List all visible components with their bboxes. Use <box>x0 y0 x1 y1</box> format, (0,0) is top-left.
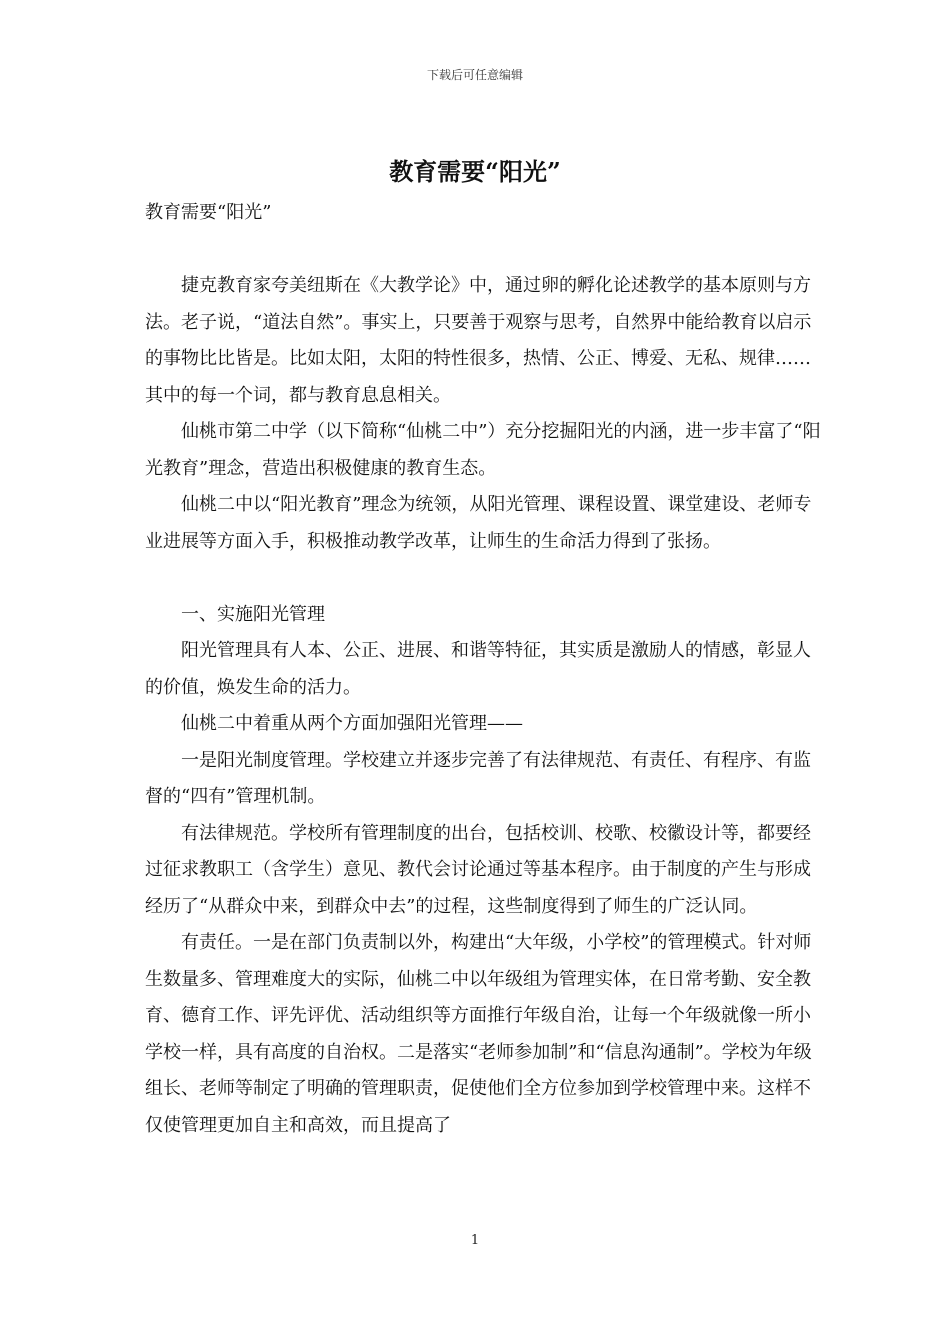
body-paragraph: 仙桃二中着重从两个方面加强阳光管理—— <box>181 713 523 734</box>
body-paragraph: 一是阳光制度管理。学校建立并逐步完善了有法律规范、有责任、有程序、有监督的“四有”管理机制。 <box>145 749 811 807</box>
document-title: 教育需要“阳光” <box>389 157 561 186</box>
body-paragraph: 仙桃市第二中学（以下简称“仙桃二中”）充分挖掘阳光的内涵，进一步丰富了“阳光教育”理念，营造出积极健康的教育生态。 <box>145 421 821 479</box>
document-body <box>145 195 825 1144</box>
page-number: 1 <box>470 1233 480 1248</box>
body-paragraph: 阳光管理具有人本、公正、进展、和谐等特征，其实质是激励人的情感，彰显人的价值，焕发生命的活力。 <box>145 640 811 698</box>
body-paragraph: 捷克教育家夸美纽斯在《大教学论》中，通过卵的孵化论述教学的基本原则与方法。老子说，“道法自然”。事实上，只要善于观察与思考，自然界中能给教育以启示的事物比比皆是。比如太阳，太阳的特性很多，热情、公正、博爱、无私、规律……其中的每一个词，都与教育息息相关。 <box>145 275 812 406</box>
body-paragraph: 有责任。一是在部门负责制以外，构建出“大年级，小学校”的管理模式。针对师生数量多、管理难度大的实际，仙桃二中以年级组为管理实体，在日常考勤、安全教育、德育工作、评先评优、活动组织等方面推行年级自治，让每一个年级就像一所小学校一样，具有高度的自治权。二是落实“老师参加制”和“信息沟通制”。学校为年级组长、老师等制定了明确的管理职责，促使他们全方位参加到学校管理中来。这样不仅使管理更加自主和高效，而且提高了 <box>145 932 812 1136</box>
blank-line <box>145 232 825 269</box>
body-paragraph: 仙桃二中以“阳光教育”理念为统领，从阳光管理、课程设置、课堂建设、老师专业进展等方面入手，积极推动教学改革，让师生的生命活力得到了张扬。 <box>145 494 812 552</box>
body-paragraph: 有法律规范。学校所有管理制度的出台，包括校训、校歌、校徽设计等，都要经过征求教职工（含学生）意见、教代会讨论通过等基本程序。由于制度的产生与形成经历了“从群众中来，到群众中去”的过程，这些制度得到了师生的广泛认同。 <box>145 822 811 917</box>
page-header-note: 下载后可任意编辑 <box>426 68 523 82</box>
blank-line <box>145 560 825 597</box>
section-heading: 一、实施阳光管理 <box>181 603 325 625</box>
document-subtitle: 教育需要“阳光” <box>145 202 272 223</box>
